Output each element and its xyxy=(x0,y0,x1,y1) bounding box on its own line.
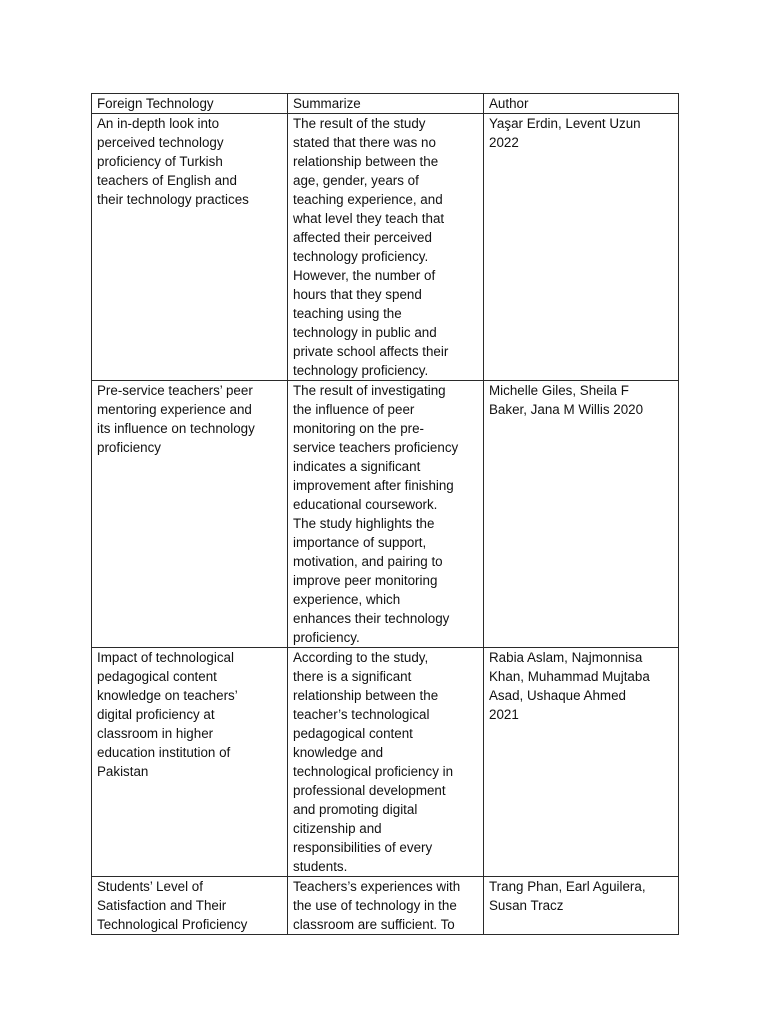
header-foreign-technology: Foreign Technology xyxy=(92,94,288,114)
summary-cell: According to the study, there is a significant relationship between the teacher’s technological pedagogical content knowledge and technological proficiency in professional development and promoting digital citizenship and responsibilities of every students. xyxy=(288,648,484,877)
title-cell: An in-depth look into perceived technology proficiency of Turkish teachers of English and their technology practices xyxy=(92,114,288,381)
header-summarize: Summarize xyxy=(288,94,484,114)
table-row xyxy=(92,648,679,877)
header-author: Author xyxy=(484,94,679,114)
table-header-row xyxy=(92,94,679,114)
summary-cell: Teachers’s experiences with the use of technology in the classroom are sufficient. To xyxy=(288,877,484,935)
author-cell: Trang Phan, Earl Aguilera, Susan Tracz xyxy=(484,877,679,935)
table-row xyxy=(92,381,679,648)
author-cell: Michelle Giles, Sheila F Baker, Jana M Willis 2020 xyxy=(484,381,679,648)
literature-table xyxy=(91,93,679,935)
title-cell: Students’ Level of Satisfaction and Their Technological Proficiency xyxy=(92,877,288,935)
table-row xyxy=(92,114,679,381)
title-cell: Impact of technological pedagogical content knowledge on teachers’ digital proficiency at classroom in higher education institution of Pakistan xyxy=(92,648,288,877)
title-cell: Pre-service teachers’ peer mentoring experience and its influence on technology proficiency xyxy=(92,381,288,648)
table-row xyxy=(92,877,679,935)
summary-cell: The result of investigating the influence of peer monitoring on the pre- service teachers proficiency indicates a significant improvement after finishing educational coursework. The study highlights the importance of support, motivation, and pairing to improve peer monitoring experience, which enhances their technology proficiency. xyxy=(288,381,484,648)
author-cell: Yaşar Erdin, Levent Uzun 2022 xyxy=(484,114,679,381)
summary-cell: The result of the study stated that there was no relationship between the age, gender, years of teaching experience, and what level they teach that affected their perceived technology proficiency. However, the number of hours that they spend teaching using the technology in public and private school affects their technology proficiency. xyxy=(288,114,484,381)
author-cell: Rabia Aslam, Najmonnisa Khan, Muhammad Mujtaba Asad, Ushaque Ahmed 2021 xyxy=(484,648,679,877)
